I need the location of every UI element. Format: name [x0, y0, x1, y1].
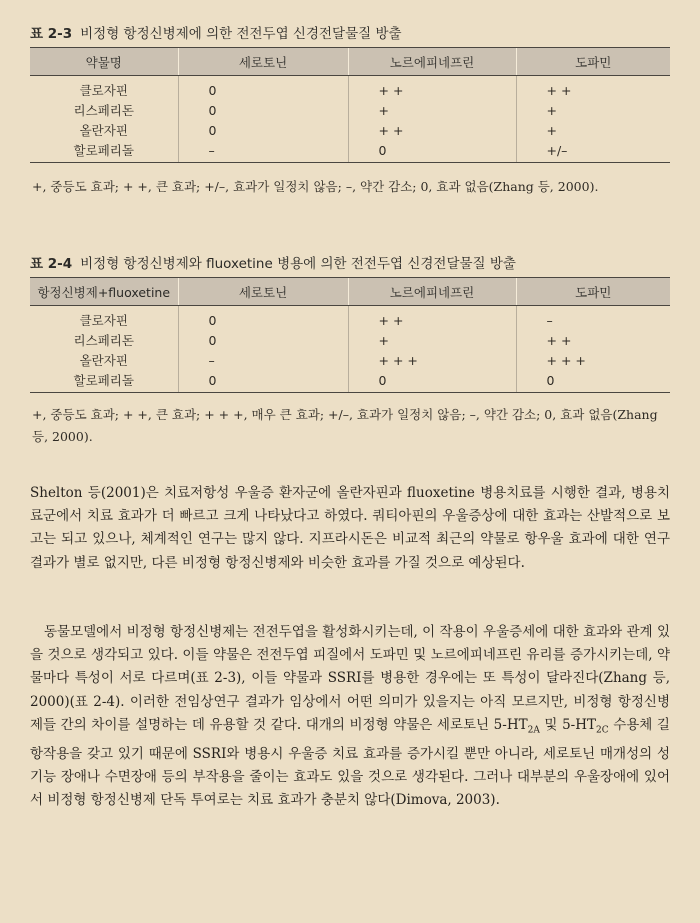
table2-note: +, 중등도 효과; + +, 큰 효과; + + +, 매우 큰 효과; +/–, 효과가 일정치 않음; –, 약간 감소; 0, 효과 없음(Zhang 등, 2000). — [32, 407, 658, 444]
table2-header-0: 항정신병제+fluoxetine — [30, 278, 178, 306]
drug-name-cell: 할로페리돌 — [30, 370, 178, 393]
paragraph-2-part-c: 수용체 길항작용을 갖고 있기 때문에 SSRI와 병용시 우울증 치료 효과를 증가시킬 뿐만 아니라, 세로토닌 매개성의 성기능 장애나 수면장애 등의 부작용을 줄이는 효과도 있을 것으로 생각된다. 그러나 대부분의 우울장애에 있어서 비정형 항정신병제 단독 투여로는 치료 효과가 충분치 않다(Dimova, 2003). — [30, 716, 670, 809]
table1-header-0: 약물명 — [30, 48, 178, 76]
subscript-2a: 2A — [527, 725, 540, 736]
effect-cell: + — [348, 330, 516, 350]
table1 — [30, 47, 670, 163]
effect-cell: + — [516, 100, 670, 120]
table-row — [30, 306, 670, 331]
effect-cell: – — [178, 140, 348, 163]
effect-cell: 0 — [178, 330, 348, 350]
paragraph-2 — [30, 621, 670, 812]
effect-cell: +/– — [516, 140, 670, 163]
effect-cell: + — [516, 120, 670, 140]
table2-caption — [30, 252, 516, 272]
effect-cell: 0 — [178, 120, 348, 140]
table-row — [30, 140, 670, 163]
effect-cell: 0 — [178, 76, 348, 101]
effect-cell: 0 — [178, 100, 348, 120]
effect-cell: – — [178, 350, 348, 370]
table2-header-row — [30, 278, 670, 306]
table1-caption — [30, 22, 402, 42]
effect-cell: 0 — [348, 370, 516, 393]
table-row — [30, 76, 670, 101]
table-row — [30, 370, 670, 393]
subscript-2c: 2C — [596, 725, 609, 736]
table-row — [30, 350, 670, 370]
drug-name-cell: 올란자핀 — [79, 123, 128, 138]
table2-number: 표 2-4 — [30, 256, 73, 272]
paragraph-1: Shelton 등(2001)은 치료저항성 우울증 환자군에 올란자핀과 fluoxetine 병용치료를 시행한 결과, 병용치료군에서 치료 효과가 더 빠르고 크게 나타났다고 하였다. 쿼티아핀의 우울증상에 대한 효과는 산발적으로 보고는 되고 있으나, 체계적인 연구는 많지 않다. 지프라시돈은 비교적 최근의 약물로 항우울 효과에 대한 연구 결과가 별로 없지만, 다른 비정형 항정신병제와 비슷한 효과를 가질 것으로 예상된다. — [30, 485, 670, 571]
effect-cell: 0 — [178, 306, 348, 331]
paragraph-2-part-a: 동물모델에서 비정형 항정신병제는 전전두엽을 활성화시키는데, 이 작용이 우울증세에 대한 효과와 관계 있을 것으로 생각되고 있다. 이들 약물은 전전두엽 피질에서 도파민 및 노르에피네프린 유리를 증가시키는데, 약물마다 특성이 서로 다르며(표 2-3), 이들 약물과 SSRI를 병용한 경우에는 또 특성이 달라진다(Zhang 등, 2000)(표 2-4). 이러한 전임상연구 결과가 임상에서 어떤 의미가 있을지는 아직 모르지만, 비정형 항정신병제들 간의 차이를 설명하는 데 유용할 것 같다. 대개의 비정형 약물은 세로토닌 5-HT — [30, 624, 670, 733]
table1-number: 표 2-3 — [30, 26, 73, 42]
table-row — [30, 100, 670, 120]
table2-title: 비정형 항정신병제와 fluoxetine 병용에 의한 전전두엽 신경전달물질 방출 — [80, 256, 516, 272]
paragraph-2-part-b: 및 5-HT — [539, 716, 596, 733]
effect-cell: + + — [516, 76, 670, 101]
effect-cell: – — [516, 306, 670, 331]
effect-cell: + + + — [516, 350, 670, 370]
effect-cell: 0 — [516, 370, 670, 393]
table2 — [30, 277, 670, 393]
effect-cell: + + — [516, 330, 670, 350]
effect-cell: + — [348, 100, 516, 120]
table-row — [30, 330, 670, 350]
effect-cell: 0 — [348, 140, 516, 163]
effect-cell: + + — [348, 306, 516, 331]
table1-title: 비정형 항정신병제에 의한 전전두엽 신경전달물질 방출 — [80, 26, 402, 42]
drug-name-cell: 클로자핀 — [79, 313, 128, 328]
drug-name-cell: 리스페리돈 — [73, 103, 134, 118]
table-row — [30, 120, 670, 140]
drug-name-cell: 클로자핀 — [79, 83, 128, 98]
table2-header-2: 노르에피네프린 — [348, 278, 516, 306]
effect-cell: + + — [348, 76, 516, 101]
drug-name-cell: 올란자핀 — [79, 353, 128, 368]
table2-header-1: 세로토닌 — [178, 278, 348, 306]
table1-header-1: 세로토닌 — [178, 48, 348, 76]
drug-name-cell: 리스페리돈 — [73, 333, 134, 348]
table1-note: +, 중등도 효과; + +, 큰 효과; +/–, 효과가 일정치 않음; –, 약간 감소; 0, 효과 없음(Zhang 등, 2000). — [32, 179, 599, 194]
effect-cell: 0 — [178, 370, 348, 393]
table1-header-3: 도파민 — [516, 48, 670, 76]
effect-cell: + + — [348, 120, 516, 140]
table2-header-3: 도파민 — [516, 278, 670, 306]
drug-name-cell: 할로페리돌 — [30, 140, 178, 163]
table1-header-2: 노르에피네프린 — [348, 48, 516, 76]
table1-header-row — [30, 48, 670, 76]
effect-cell: + + + — [348, 350, 516, 370]
